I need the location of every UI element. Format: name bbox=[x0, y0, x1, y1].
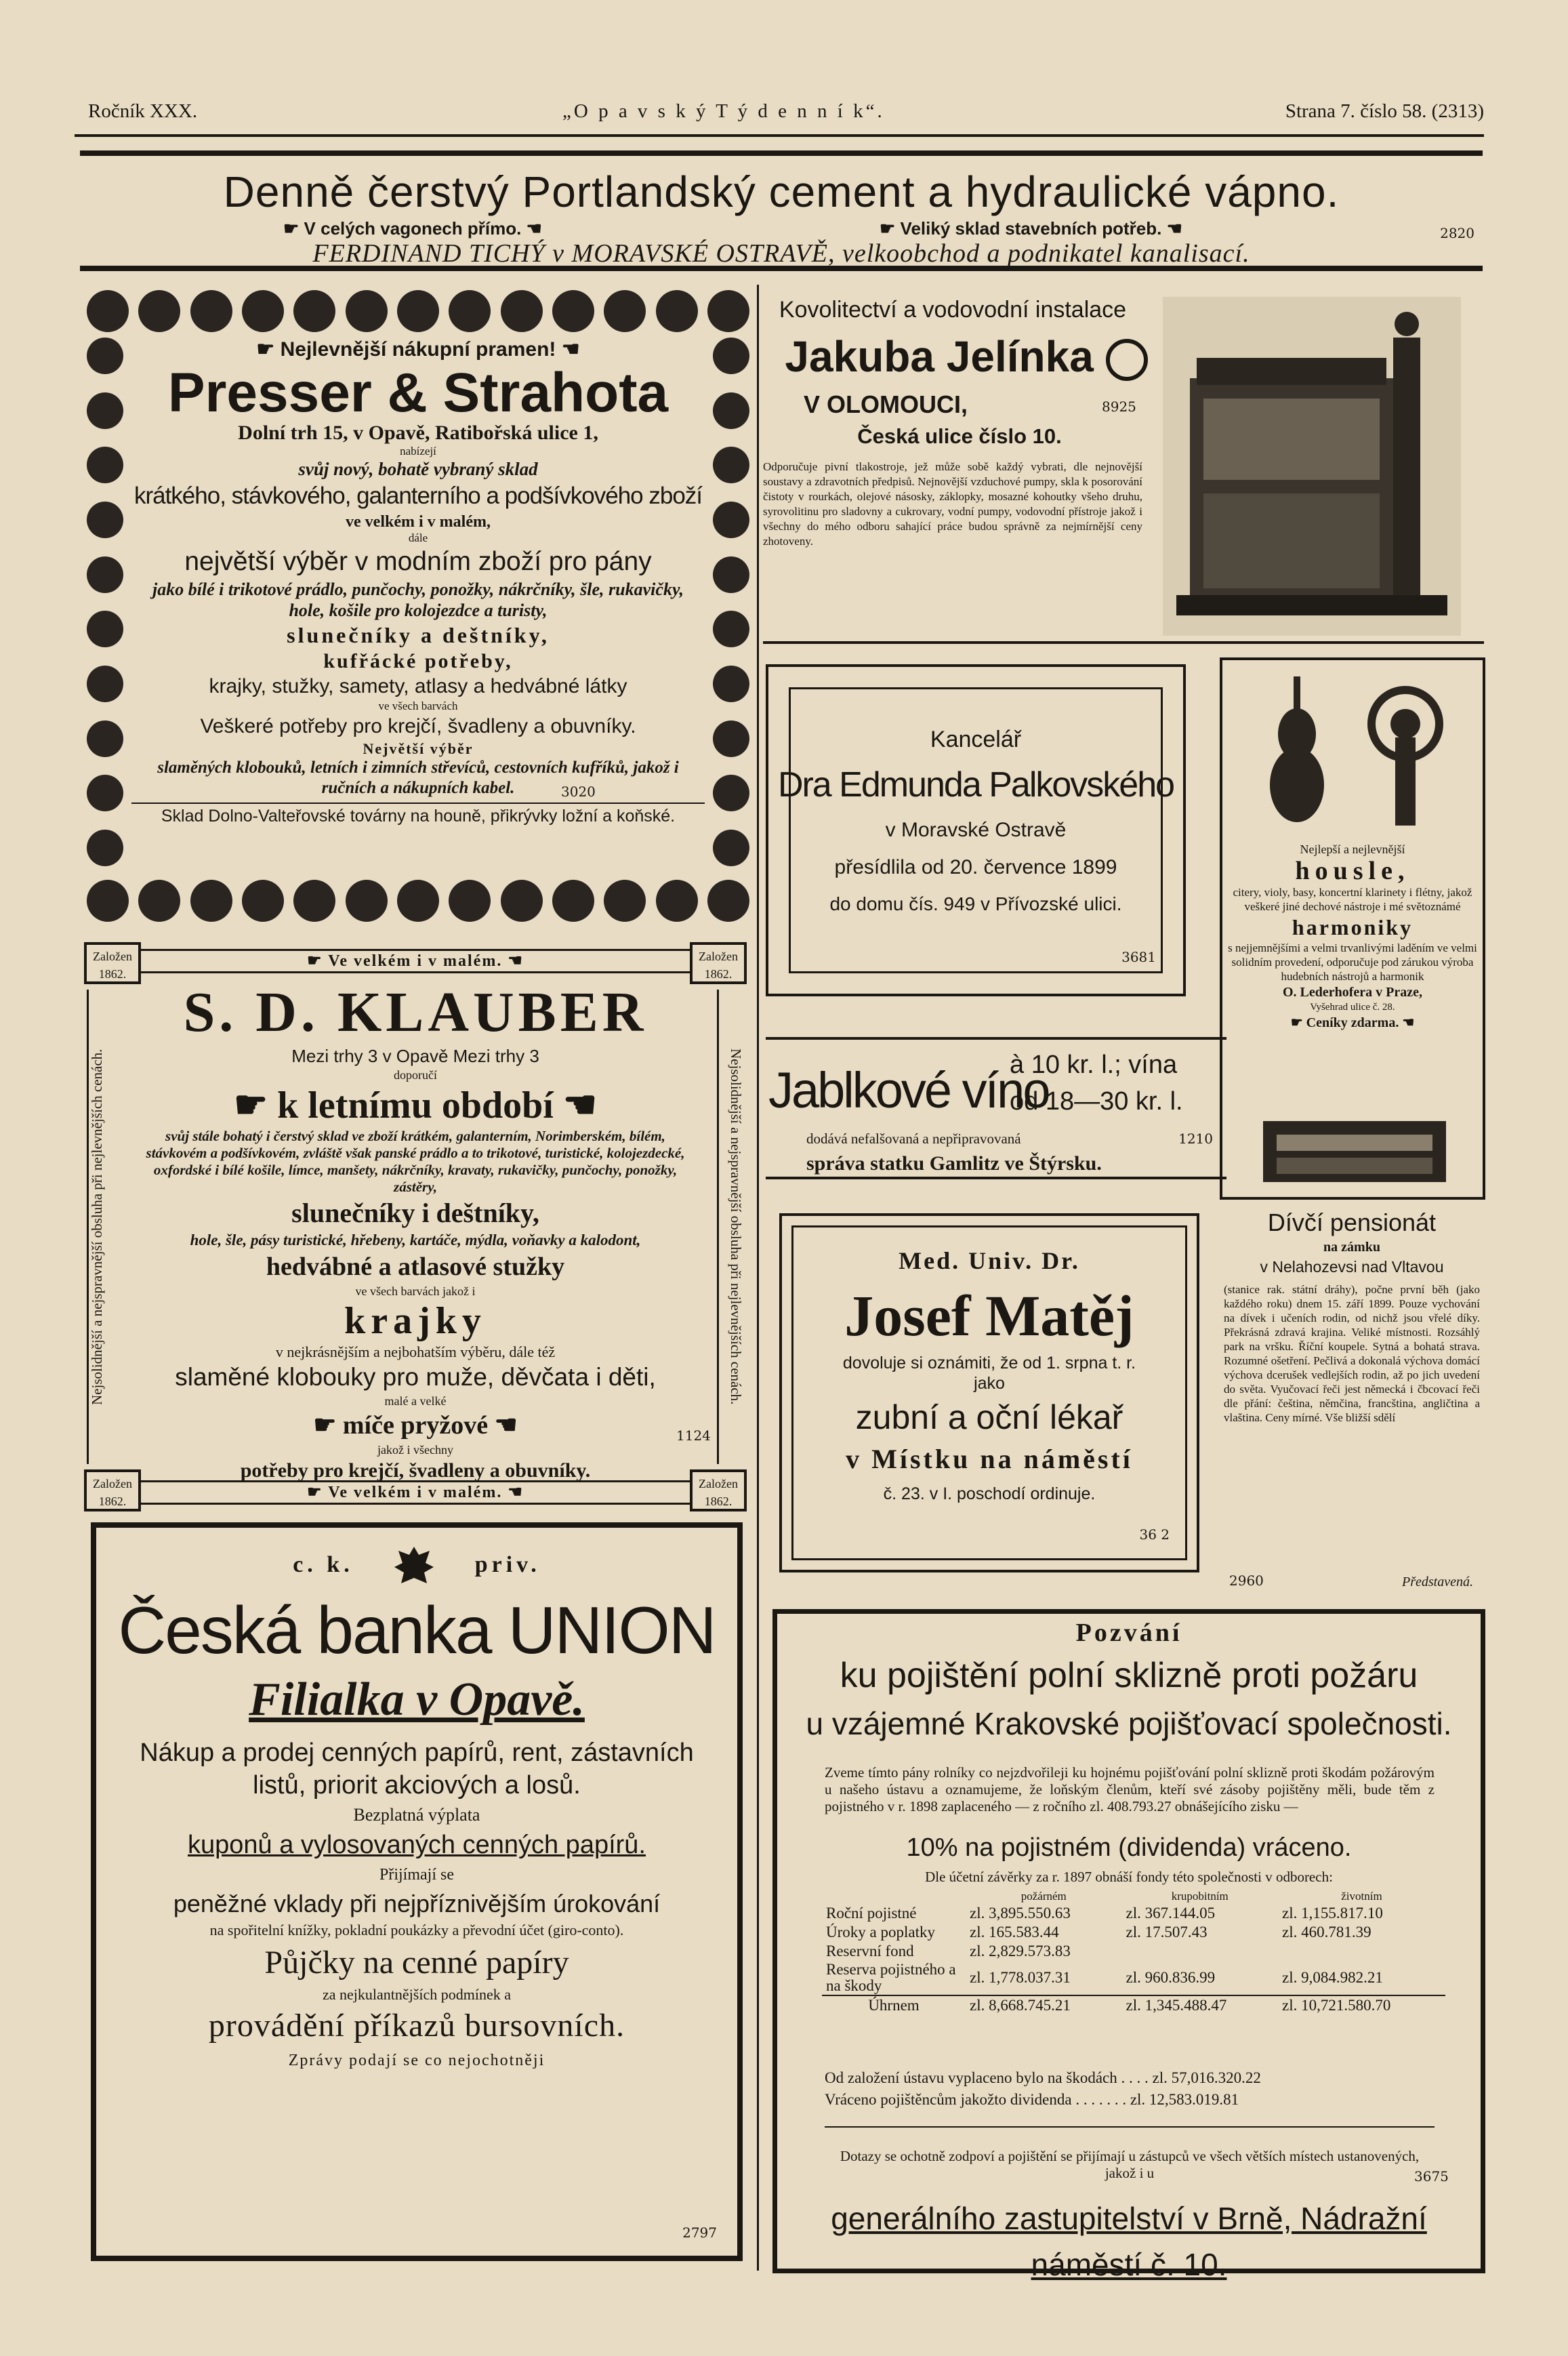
union-l2: Česká banka UNION bbox=[118, 1593, 716, 1668]
wine-l2: à 10 kr. l.; vína bbox=[1010, 1051, 1178, 1079]
klauber-l13: jakož i všechny bbox=[377, 1443, 453, 1457]
wine-l1: Jablkové víno bbox=[768, 1062, 1049, 1118]
table-cell bbox=[1278, 1942, 1445, 1961]
matej-l3: dovoluje si oznámiti, že od 1. srpna t. r. bbox=[842, 1354, 1136, 1373]
ornament-icon bbox=[552, 880, 594, 922]
union-l11: za nejkulantnějších podmínek a bbox=[323, 1986, 511, 2004]
ornament-icon bbox=[656, 290, 698, 332]
ornament-icon bbox=[713, 447, 749, 483]
cement-ad bbox=[80, 150, 1483, 271]
table-cell: zl. 2,829.573.83 bbox=[970, 1943, 1071, 1959]
ornament-icon bbox=[242, 290, 284, 332]
union-body bbox=[96, 1541, 737, 2074]
volume-label: Ročník XXX. bbox=[88, 100, 198, 122]
presser-ad bbox=[87, 290, 749, 922]
ornament-icon bbox=[87, 556, 123, 593]
union-l8: peněžné vklady při nejpříznivějším úrokování bbox=[173, 1890, 661, 1918]
klauber-l5: hole, šle, pásy turistické, hřebeny, kartáče, mýdla, voňavky a kalodont, bbox=[190, 1232, 641, 1248]
lederhofer-body bbox=[1228, 842, 1477, 1032]
ornament-icon bbox=[138, 290, 180, 332]
page-header bbox=[88, 100, 1484, 127]
ornament-icon bbox=[713, 392, 749, 429]
wine-l5: správa statku Gamlitz ve Štýrsku. bbox=[806, 1152, 1102, 1175]
jelinek-number: 8925 bbox=[1102, 399, 1136, 415]
matej-body bbox=[782, 1243, 1197, 1510]
klauber-l1: doporučí bbox=[394, 1068, 437, 1082]
table-header-cell: požárném bbox=[1020, 1890, 1067, 1903]
palkovsky-l2: Dra Edmunda Palkovského bbox=[777, 765, 1174, 805]
double-eagle-icon bbox=[390, 1543, 438, 1590]
presser-l14: slaměných klobouků, letních i zimních střevíců, cestovních kufříků, jakož i ručních a nákupních kabel. bbox=[157, 758, 679, 797]
table-cell: zl. 1,345.488.47 bbox=[1126, 1997, 1227, 2014]
palkovsky-l1: Kancelář bbox=[930, 727, 1022, 752]
klauber-side-left: Nejsolidnější a nejspravnější obsluha při nejlevnějších cenách. bbox=[87, 990, 114, 1464]
klauber-l4: slunečníky i deštníky, bbox=[291, 1198, 539, 1228]
ornament-icon bbox=[346, 880, 388, 922]
ornament-icon bbox=[87, 338, 123, 374]
table-cell: Úroky a poplatky bbox=[826, 1924, 935, 1941]
table-row bbox=[822, 1942, 1445, 1961]
table-header-blank bbox=[822, 1889, 966, 1904]
lederhofer-l3: citery, violy, basy, koncertní klarinety i flétny, jakož veškeré jiné dechové nástroje i mé světoznámé bbox=[1233, 886, 1472, 913]
klauber-l9: v nejkrásnějším a nejbohatším výběru, dále též bbox=[275, 1343, 556, 1360]
lederhofer-l5: s nejjemnějšími a velmi trvanlivými laděním ve velmi solidním provedení, odporučuje pod zárukou výroba hudebních nástrojů a harmonik bbox=[1228, 941, 1477, 983]
presser-l8: slunečníky a deštníky, bbox=[287, 623, 550, 647]
ornament-icon bbox=[87, 447, 123, 483]
presser-address: Dolní trh 15, v Opavě, Ratibořská ulice 1, bbox=[238, 422, 598, 444]
klauber-l3: svůj stále bohatý i čerstvý sklad ve zboží krátkém, galanterním, Norimberském, bílém, stávkovém a podšívkovém, zvláště však panské prádlo a to trikotové, turistické, kolojezdecké, oxfordské i bílé košile, límce, manšety, nákrčníky, kravaty, rukavičky, punčochy, ponožky, zástěry, bbox=[146, 1128, 685, 1195]
jelinek-l3: V OLOMOUCI, bbox=[804, 390, 968, 418]
insurance-number: 3675 bbox=[1414, 2168, 1449, 2185]
lederhofer-l4: harmoniky bbox=[1292, 915, 1414, 939]
cement-wagons: V celých vagonech přímo. bbox=[304, 218, 522, 239]
insurance-l7: Od založení ústavu vyplaceno bylo na škodách . . . . zl. 57,016.320.22 bbox=[825, 2069, 1261, 2086]
instruments-image bbox=[1236, 670, 1473, 839]
matej-l1: Med. Univ. Dr. bbox=[899, 1247, 1080, 1274]
ornament-icon bbox=[190, 880, 232, 922]
matej-l7: č. 23. v I. poschodí ordinuje. bbox=[883, 1484, 1096, 1503]
ornament-icon bbox=[449, 880, 491, 922]
palkovsky-l5: do domu čís. 949 v Přívozské ulici. bbox=[829, 893, 1122, 914]
pension-l4: (stanice rak. státní dráhy), počne první běh (jako každého roku) dnem 15. září 1899. Pouze vychování na dívek i učeních rodin, od nichž jsou vřelé díky. Překrásná zdravá krajina. Veliké místnosti. Rozsáhlý park na vršku. Říční koupele. Sytná a bohatá strava. Rozumné ošetření. Pečlivá a dokonalá výchova domácí výchova dcerušek vedlejších rodin, až po jich uvedení do světa. Vyučovací řeči jest německá i čbcovací řeči dle přání: čeština, němčina, francština, angličtina a vlaština. Ceny mírné. Vše bližší sdělí bbox=[1224, 1283, 1480, 1424]
ornament-icon bbox=[138, 880, 180, 922]
presser-l6: největší výběr v modním zboží pro pány bbox=[184, 547, 652, 576]
jelinek-l4: Česká ulice číslo 10. bbox=[857, 424, 1062, 448]
insurance-l4: Zveme tímto pány rolníky co nejzdvořileji ku hojnému pojišťování polní sklizně proti škodám požárovým u našeho ústavu a oznamujeme, že loňským členům, kteří své zásoby pojištěny měli, bude těm z pojistného v r. 1898 zaplaceného — z ročního zl. 408.793.27 obnášejícího zisku — bbox=[825, 1764, 1435, 1814]
ornament-icon bbox=[87, 611, 123, 647]
wine-l4: dodává nefalšovaná a nepřipravovaná bbox=[806, 1131, 1021, 1147]
presser-body bbox=[131, 338, 705, 828]
ornament-icon bbox=[346, 290, 388, 332]
presser-title: Presser & Strahota bbox=[167, 362, 669, 424]
table-row bbox=[822, 1923, 1445, 1942]
pension-l2: na zámku bbox=[1323, 1240, 1380, 1255]
klauber-top-banner: ☛ Ve velkém i v malém. ☚ bbox=[141, 949, 690, 973]
wine-number: 1210 bbox=[1178, 1131, 1213, 1147]
presser-footer: Sklad Dolno-Valteřovské továrny na houně, přikrývky ložní a koňské. bbox=[131, 803, 705, 828]
table-cell: zl. 1,778.037.31 bbox=[970, 1969, 1071, 1986]
lederhofer-l6: O. Lederhofera v Praze, bbox=[1282, 985, 1423, 1000]
presser-l4: ve velkém i v malém, bbox=[346, 513, 491, 531]
matej-ad bbox=[779, 1213, 1199, 1572]
lederhofer-l2: housle, bbox=[1295, 857, 1410, 885]
table-cell: zl. 367.144.05 bbox=[1126, 1905, 1216, 1922]
presser-tag: ☛ Nejlevnější nákupní pramen! ☚ bbox=[256, 338, 580, 361]
presser-top-ornament bbox=[87, 290, 749, 332]
insurance-l9: Dotazy se ochotně zodpoví a pojištění se přijímají u zástupců ve všech větších místech ustanovených, jakož i u bbox=[840, 2148, 1420, 2181]
ornament-icon bbox=[190, 290, 232, 332]
wine-ad bbox=[766, 1037, 1226, 1179]
jelinek-name: Jakuba Jelínka bbox=[785, 332, 1094, 381]
pension-l1: Dívčí pensionát bbox=[1267, 1209, 1437, 1236]
ornament-icon bbox=[713, 556, 749, 593]
pension-ad bbox=[1220, 1206, 1484, 1593]
union-l9: na spořitelní knížky, pokladní poukázky a převodní účet (giro-conto). bbox=[209, 1922, 624, 1939]
jelinek-l1: Kovolitectví a vodovodní instalace bbox=[779, 297, 1127, 323]
ornament-icon bbox=[501, 880, 543, 922]
presser-l10: krajky, stužky, samety, atlasy a hedvábné látky bbox=[209, 675, 627, 697]
cement-owner: FERDINAND TICHÝ v MORAVSKÉ OSTRAVĚ, velkoobchod a podnikatel kanalisací. bbox=[312, 239, 1250, 268]
cement-store: Veliký sklad stavebních potřeb. bbox=[900, 218, 1162, 239]
ornament-icon bbox=[87, 392, 123, 429]
union-ad bbox=[91, 1522, 743, 2261]
table-row bbox=[822, 1904, 1445, 1923]
table-header-cell: životním bbox=[1341, 1890, 1382, 1903]
insurance-l3: u vzájemné Krakovské pojišťovací společnosti. bbox=[806, 1706, 1452, 1741]
klauber-l14: potřeby pro krejčí, švadleny a obuvníky. bbox=[240, 1459, 591, 1482]
wine-l3: od 18—30 kr. l. bbox=[1010, 1087, 1183, 1116]
ornament-icon bbox=[293, 290, 335, 332]
ornament-icon bbox=[449, 290, 491, 332]
table-cell: Úhrnem bbox=[868, 1997, 920, 2014]
palkovsky-l4: přesídlila od 20. července 1899 bbox=[834, 856, 1117, 878]
union-l13: Zprávy podají se co nejochotněji bbox=[288, 2052, 545, 2070]
presser-l11: ve všech barvách bbox=[378, 699, 458, 712]
insurance-l10: generálního zastupitelství v Brně, Nádražní náměstí č. 10. bbox=[831, 2201, 1427, 2282]
cement-title: Denně čerstvý Portlandský cement a hydraulické vápno. bbox=[223, 167, 1340, 216]
table-cell: Roční pojistné bbox=[826, 1905, 917, 1922]
beer-apparatus-image bbox=[1163, 297, 1461, 636]
lederhofer-l8: Ceníky zdarma. bbox=[1306, 1015, 1399, 1030]
ornament-icon bbox=[87, 775, 123, 811]
page-number: Strana 7. číslo 58. (2313) bbox=[1285, 100, 1484, 122]
table-cell: zl. 17.507.43 bbox=[1126, 1924, 1208, 1941]
ornament-icon bbox=[713, 338, 749, 374]
ornament-icon bbox=[713, 830, 749, 866]
pension-number: 2960 bbox=[1229, 1572, 1264, 1589]
klauber-founded-bl: Založen 1862. bbox=[84, 1469, 141, 1511]
union-l6: kuponů a vylosovaných cenných papírů. bbox=[188, 1831, 646, 1860]
table-cell: zl. 8,668.745.21 bbox=[970, 1997, 1071, 2014]
palkovsky-l3: v Moravské Ostravě bbox=[885, 819, 1067, 841]
klauber-number: 1124 bbox=[676, 1427, 711, 1444]
ornament-icon bbox=[397, 880, 439, 922]
ornament-icon bbox=[713, 775, 749, 811]
union-priv: priv. bbox=[474, 1552, 541, 1577]
ornament-icon bbox=[397, 290, 439, 332]
jelinek-ad bbox=[763, 290, 1484, 644]
presser-l12: Veškeré potřeby pro krejčí, švadleny a obuvníky. bbox=[200, 715, 636, 737]
ornament-icon bbox=[713, 611, 749, 647]
ornament-icon bbox=[713, 720, 749, 757]
presser-l1: nabízejí bbox=[400, 445, 436, 458]
palkovsky-ad bbox=[766, 664, 1186, 996]
klauber-l2: ☛ k letnímu období ☚ bbox=[233, 1084, 598, 1126]
presser-l2: svůj nový, bohatě vybraný sklad bbox=[298, 459, 538, 479]
klauber-side-right: Nejsolidnější a nejspravnější obsluha při nejlevnějších cenách. bbox=[717, 990, 744, 1464]
matej-l6: v Místku na náměstí bbox=[846, 1444, 1133, 1474]
table-header-cell: krupobitním bbox=[1171, 1890, 1229, 1903]
klauber-l8: krajky bbox=[344, 1300, 487, 1342]
ornament-icon bbox=[713, 502, 749, 538]
pension-l3: v Nelahozevsi nad Vltavou bbox=[1260, 1258, 1444, 1276]
column-divider bbox=[757, 285, 759, 2271]
palkovsky-number: 3681 bbox=[1121, 949, 1156, 965]
cement-number: 2820 bbox=[1440, 225, 1474, 241]
lederhofer-l1: Nejlepší a nejlevnější bbox=[1300, 842, 1405, 856]
klauber-founded-br: Založen 1862. bbox=[690, 1469, 747, 1511]
klauber-body bbox=[122, 980, 709, 1484]
klauber-l6: hedvábné a atlasové stužky bbox=[266, 1253, 565, 1281]
table-cell: zl. 9,084.982.21 bbox=[1282, 1969, 1383, 1986]
ornament-icon bbox=[604, 290, 646, 332]
insurance-rule bbox=[825, 2126, 1435, 2128]
table-row bbox=[822, 1961, 1445, 1995]
ornament-icon bbox=[707, 290, 749, 332]
matej-l2: Josef Matěj bbox=[844, 1283, 1134, 1348]
union-l12: provádění příkazů bursovních. bbox=[208, 2008, 625, 2044]
ornament-icon bbox=[293, 880, 335, 922]
union-l4: Nákup a prodej cenných papírů, rent, zástavních listů, priorit akciových a losů. bbox=[140, 1739, 694, 1800]
lederhofer-l7: Vyšehrad ulice č. 28. bbox=[1310, 1002, 1395, 1013]
union-ck: c. k. bbox=[293, 1552, 354, 1577]
presser-right-ornament bbox=[710, 338, 749, 866]
ornament-icon bbox=[656, 880, 698, 922]
ornament-icon bbox=[552, 290, 594, 332]
ornament-icon bbox=[713, 666, 749, 702]
presser-l13: Největší výběr bbox=[363, 740, 474, 757]
insurance-l2: ku pojištění polní sklizně proti požáru bbox=[840, 1656, 1418, 1695]
ornament-icon bbox=[87, 502, 123, 538]
ornament-icon bbox=[87, 720, 123, 757]
jelinek-l2-row bbox=[763, 331, 1170, 382]
presser-bottom-ornament bbox=[87, 880, 749, 922]
ornament-icon bbox=[707, 880, 749, 922]
klauber-founded-tl: Založen 1862. bbox=[84, 942, 141, 984]
insurance-ad bbox=[772, 1609, 1485, 2282]
presser-l7: jako bílé i trikotové prádlo, punčochy, ponožky, nákrčníky, šle, rukavičky, hole, košile pro kolojezdce a turisty, bbox=[152, 580, 684, 620]
header-rule bbox=[75, 134, 1484, 137]
klauber-address: Mezi trhy 3 v Opavě Mezi trhy 3 bbox=[291, 1046, 539, 1066]
jelinek-logo-icon bbox=[1106, 339, 1148, 381]
table-cell: zl. 165.583.44 bbox=[970, 1924, 1059, 1941]
matej-l4: jako bbox=[974, 1374, 1005, 1393]
table-cell: zl. 1,155.817.10 bbox=[1282, 1905, 1383, 1922]
table-cell bbox=[1122, 1942, 1279, 1961]
pension-sign: Představená. bbox=[1402, 1575, 1473, 1589]
union-l7: Přijímají se bbox=[379, 1866, 454, 1884]
accordion-image bbox=[1256, 1114, 1453, 1189]
insurance-l5: 10% na pojistném (dividenda) vráceno. bbox=[906, 1833, 1352, 1862]
table-cell: zl. 10,721.580.70 bbox=[1282, 1997, 1391, 2014]
ornament-icon bbox=[242, 880, 284, 922]
lederhofer-ad bbox=[1220, 657, 1485, 1200]
ornament-icon bbox=[87, 666, 123, 702]
insurance-l6: Dle účetní závěrky za r. 1897 obnáší fondy této společnosti v odborech: bbox=[925, 1869, 1333, 1885]
cement-line-left: ☛ V celých vagonech přímo. ☚ bbox=[283, 218, 542, 239]
union-l1-row bbox=[96, 1541, 737, 1590]
presser-l9: kufřácké potřeby, bbox=[323, 650, 513, 672]
klauber-l7: ve všech barvách jakož i bbox=[355, 1284, 476, 1298]
table-cell: zl. 960.836.99 bbox=[1126, 1969, 1216, 1986]
union-l10: Půjčky na cenné papíry bbox=[264, 1945, 569, 1981]
union-l3: Filialka v Opavě. bbox=[249, 1673, 585, 1726]
matej-number: 36 2 bbox=[1139, 1526, 1170, 1543]
palkovsky-body bbox=[768, 721, 1183, 922]
ornament-icon bbox=[87, 880, 129, 922]
klauber-title: S. D. KLAUBER bbox=[183, 981, 648, 1044]
matej-l5: zubní a oční lékař bbox=[855, 1398, 1123, 1436]
table-row bbox=[822, 1995, 1445, 2015]
insurance-table bbox=[822, 1889, 1445, 2015]
ornament-icon bbox=[87, 290, 129, 332]
presser-number: 3020 bbox=[561, 784, 596, 800]
union-number: 2797 bbox=[682, 2225, 717, 2241]
ornament-icon bbox=[501, 290, 543, 332]
presser-l5: dále bbox=[408, 531, 428, 544]
klauber-l10: slaměné klobouky pro muže, děvčata i děti, bbox=[175, 1363, 656, 1391]
klauber-l11: malé a velké bbox=[384, 1394, 447, 1408]
table-cell: Reservní fond bbox=[826, 1943, 914, 1959]
union-l5: Bezplatná výplata bbox=[353, 1805, 480, 1825]
ornament-icon bbox=[87, 830, 123, 866]
klauber-founded-tr: Založen 1862. bbox=[690, 942, 747, 984]
presser-left-ornament bbox=[87, 338, 126, 866]
ornament-icon bbox=[604, 880, 646, 922]
presser-l3: krátkého, stávkového, galanterního a podšívkového zboží bbox=[133, 483, 703, 509]
table-cell: zl. 460.781.39 bbox=[1282, 1924, 1371, 1941]
klauber-l12: ☛ míče pryžové ☚ bbox=[313, 1411, 518, 1440]
table-cell: zl. 3,895.550.63 bbox=[970, 1905, 1071, 1922]
table-cell: Reserva pojistného a na škody bbox=[826, 1961, 956, 1994]
klauber-bottom-banner: ☛ Ve velkém i v malém. ☚ bbox=[141, 1480, 690, 1505]
cement-line-right: ☛ Veliký sklad stavebních potřeb. ☚ bbox=[880, 218, 1182, 239]
newspaper-title: „O p a v s k ý T ý d e n n í k“. bbox=[562, 100, 885, 122]
klauber-ad bbox=[84, 942, 747, 1511]
jelinek-l5: Odporučuje pivní tlakostroje, jež může sobě každý vybrati, dle nejnovější soustavy a zdravotních předpisů. Nejnovější vzduchové pumpy, skla k posorování čistoty v rourkách, olejové násosky, záklopky, mosazné kohoutky všeho druhu, syrovolitinu pro sladovny a cukrovary, vodní pumpy, vodovodní přístroje jakož i všechny do mého odboru sahající práce budou správně za nejmírnější ceny zhotoveny. bbox=[763, 460, 1142, 548]
insurance-l1: Pozvání bbox=[1075, 1619, 1182, 1647]
table-header-row bbox=[822, 1889, 1445, 1904]
lederhofer-l8-row: ☛ Ceníky zdarma. ☚ bbox=[1290, 1015, 1415, 1030]
pension-body bbox=[1220, 1206, 1484, 1425]
insurance-l8: Vráceno pojištěncům jakožto dividenda . . . . . . . zl. 12,583.019.81 bbox=[825, 2091, 1239, 2108]
